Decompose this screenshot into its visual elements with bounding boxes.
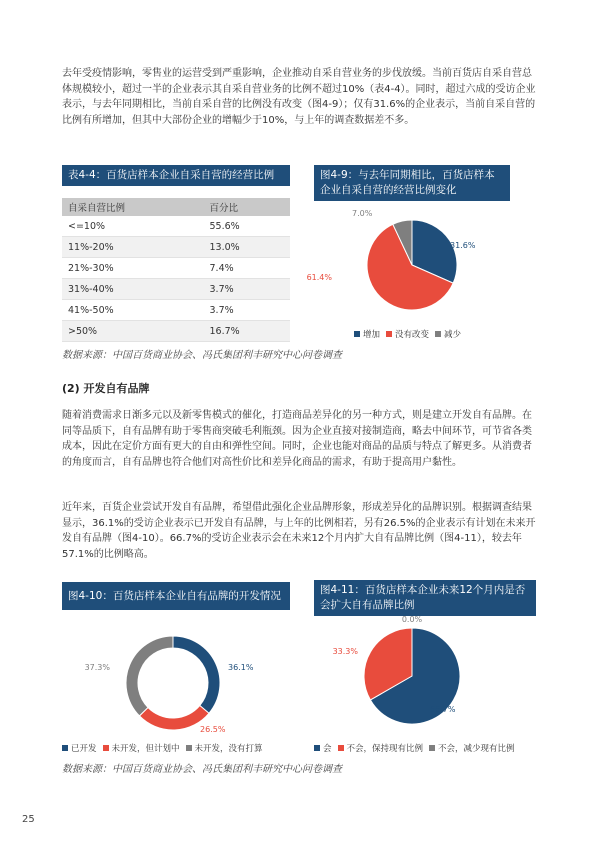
- table-row: [62, 279, 290, 300]
- legend-swatch: [354, 331, 360, 337]
- table-cell: 7.4%: [204, 258, 291, 279]
- table-cell: 3.7%: [204, 279, 291, 300]
- legend-item: [354, 328, 380, 340]
- legend-label: 不会，减少现有比例: [438, 744, 515, 754]
- legend-label: 未开发，但计划中: [111, 744, 180, 754]
- pie-slice-1: [173, 636, 220, 713]
- table-header-ratio: 自采自营比例: [62, 198, 204, 216]
- legend-item: [186, 742, 263, 754]
- legend-swatch: [435, 331, 441, 337]
- legend-label: 不会，保持现有比例: [346, 744, 424, 754]
- legend-item: [338, 742, 424, 754]
- legend-swatch: [186, 745, 192, 751]
- table-cell: 55.6%: [204, 216, 291, 237]
- legend-swatch: [62, 745, 68, 751]
- table-4-4-title: 表4-4：百货店样本企业自采自营的经营比例: [62, 165, 290, 186]
- legend-label: 会: [323, 744, 332, 754]
- pie-slice-2: [139, 706, 209, 730]
- data-label: 61.4%: [306, 273, 332, 282]
- table-cell: 3.7%: [204, 300, 291, 321]
- table-4-4: [62, 198, 290, 342]
- table-row: [62, 237, 290, 258]
- legend-swatch: [338, 745, 344, 751]
- section-title: (2) 开发自有品牌: [62, 382, 150, 395]
- legend-item: [435, 328, 461, 340]
- figure-4-10-donut: [84, 628, 254, 738]
- table-cell: 41%-50%: [62, 300, 204, 321]
- legend-label: 已开发: [71, 744, 97, 754]
- legend-item: [62, 742, 97, 754]
- legend-item: [386, 328, 429, 340]
- data-label: 31.6%: [450, 241, 476, 250]
- table-cell: <=10%: [62, 216, 204, 237]
- figure-4-11-title: 图4-11：百货店样本企业未来12个月内是否会扩大自有品牌比例: [314, 580, 536, 616]
- source-note: 数据来源：中国百货商业协会、冯氏集团利丰研究中心问卷调查: [62, 764, 342, 775]
- table-row: [62, 321, 290, 342]
- legend-item: [429, 742, 515, 754]
- legend-item: [314, 742, 332, 754]
- figure-4-9-pie: [306, 209, 482, 320]
- data-label: 7.0%: [352, 209, 373, 218]
- table-cell: 13.0%: [204, 237, 291, 258]
- data-label: 66.7%: [430, 705, 456, 714]
- table-row: [62, 300, 290, 321]
- legend-swatch: [314, 745, 320, 751]
- table-header-percent: 百分比: [204, 198, 291, 216]
- data-label: 37.3%: [84, 663, 110, 672]
- legend-label: 减少: [444, 330, 462, 340]
- legend-item: [103, 742, 180, 754]
- table-cell: 16.7%: [204, 321, 291, 342]
- figure-4-10-title: 图4-10：百货店样本企业自有品牌的开发情况: [62, 582, 290, 610]
- legend-label: 未开发，没有打算: [194, 744, 263, 754]
- body-paragraph: 近年来，百货企业尝试开发自有品牌，希望借此强化企业品牌形象，形成差异化的品牌识别。根据调查结果显示，36.1%的受访企业表示已开发自有品牌，与上年的比例相若，另有26.5%的企业表示有计划在未来开发自有品牌（图4-10）。66.7%的受访企业表示会在未来12个月内扩大自有品牌比例（图4-11），较去年57.1%的比例略高。: [62, 502, 536, 560]
- figure-4-11-pie: [332, 615, 460, 724]
- figure-4-10-legend: [62, 742, 263, 754]
- table-cell: 21%-30%: [62, 258, 204, 279]
- legend-label: 没有改变: [395, 330, 430, 340]
- source-note: 数据来源：中国百货商业协会、冯氏集团利丰研究中心问卷调查: [62, 350, 342, 361]
- data-label: 0.0%: [401, 615, 423, 624]
- table-row: [62, 258, 290, 279]
- legend-swatch: [429, 745, 435, 751]
- figure-4-9-legend: [354, 328, 461, 340]
- table-cell: 31%-40%: [62, 279, 204, 300]
- page-number: 25: [22, 814, 35, 825]
- figure-4-11-legend: [314, 742, 515, 754]
- data-label: 26.5%: [200, 725, 226, 734]
- body-paragraph: 随着消费需求日渐多元以及新零售模式的催化，打造商品差异化的另一种方式，则是建立开发自有品牌。在同等品质下，自有品牌有助于零售商突破毛利瓶颈。因为企业直接对接制造商，略去中间环节，可节省各类成本，因此在定价方面有更大的自由和弹性空间。同时，企业也能对商品的品质与特点了解更多。从消费者的角度而言，自有品牌也符合他们对高性价比和差异化商品的需求，有助于提高用户黏性。: [62, 410, 532, 468]
- table-row: [62, 216, 290, 237]
- table-cell: >50%: [62, 321, 204, 342]
- figure-4-9-title: 图4-9：与去年同期相比，百货店样本企业自采自营的经营比例变化: [314, 165, 510, 201]
- data-label: 36.1%: [228, 663, 254, 672]
- legend-label: 增加: [363, 330, 381, 340]
- legend-swatch: [103, 745, 109, 751]
- table-cell: 11%-20%: [62, 237, 204, 258]
- intro-paragraph: 去年受疫情影响，零售业的运营受到严重影响，企业推动自采自营业务的步伐放缓。当前百货店自采自营总体规模较小，超过一半的企业表示其自采自营业务的比例不超过10%（表4-4）。同时，超过六成的受访企业表示，与去年同期相比，当前自采自营的比例没有改变（图4-9）；仅有31.6%的企业表示，当前自采自营的比例有所增加，但其中大部份企业的增幅少于10%，与上年的调查数据差不多。: [62, 68, 536, 126]
- pie-slice-3: [126, 636, 173, 716]
- legend-swatch: [386, 331, 392, 337]
- data-label: 33.3%: [332, 647, 358, 656]
